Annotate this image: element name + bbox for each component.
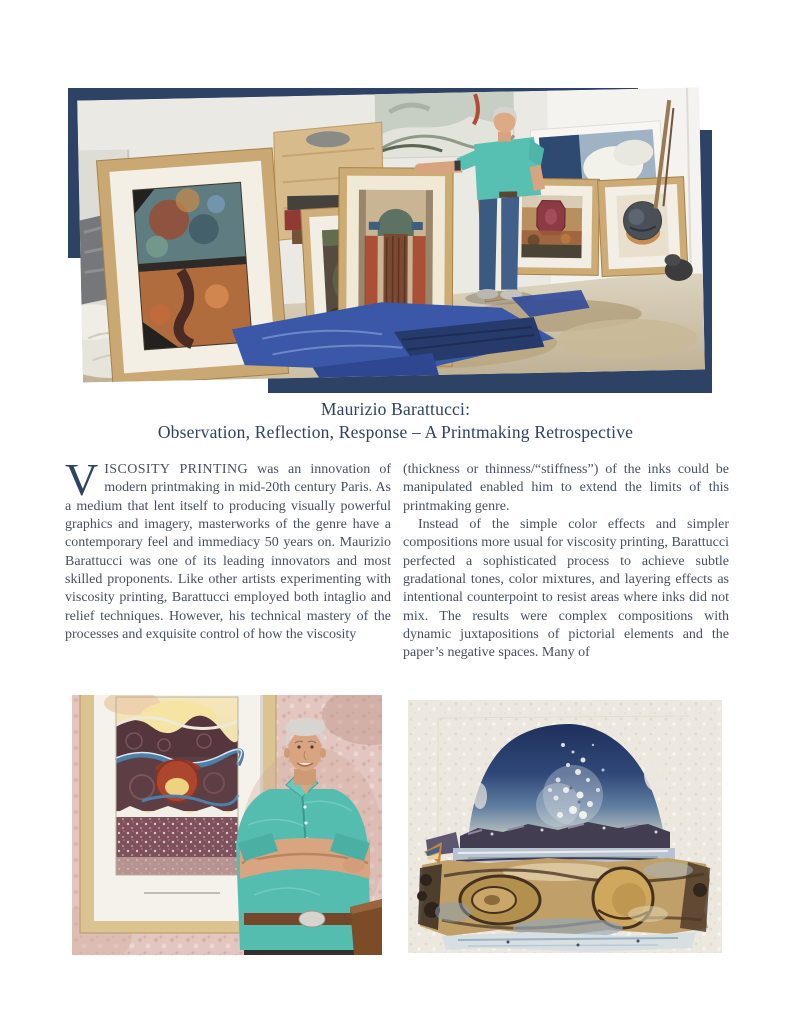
paragraph-lead: [65, 454, 392, 644]
lead-text: was an innovation of modern printmaking in mid-20th century Paris. As a medium that lent itself to producing visually powerful graphics and imagery, masterworks of the genre have a contemporary feel and immediacy 50 years on. Maurizio Barattucci was one of its leading innovators and most skilled proponents. Like other artists experimenting with viscosity printing, Barattucci employed both intaglio and relief techniques. However, his technical mastery of the processes and exquisite control of how the viscosity: [65, 462, 392, 643]
article-title-line2: Observation, Reflection, Response – A Printmaking Retrospective: [157, 421, 634, 442]
lead-caps: ISCOSITY PRINTING: [104, 462, 248, 477]
artwork-print-figure: [408, 700, 722, 953]
paragraph-continuation: (thickness or thinness/“stiffness”) of the inks could be manipulated enabled him to extend the limits of this printmaking genre.: [403, 462, 729, 514]
article-title-line1: Maurizio Barattucci:: [320, 399, 471, 419]
article-column-right: [403, 461, 729, 663]
artist-portrait-figure: [72, 695, 382, 955]
artist-portrait-photo: [72, 695, 382, 955]
artwork-print-photo: [408, 700, 722, 953]
drop-cap: V: [65, 454, 99, 505]
paragraph-second: Instead of the simple color effects and simpler compositions more usual for viscosity printing, Barattucci perfected a sophisticated process to achieve subtle gradational tones, color mixtures, and layering effects as intentional counterpoint to resist areas where inks did not mix. The results were complex compositions with dynamic juxtapositions of pictorial elements and the paper’s negative spaces. Many of: [403, 517, 729, 661]
studio-photo: [77, 88, 705, 383]
article-column-left: [65, 454, 392, 663]
wood-furniture: [350, 899, 382, 955]
print-image: [104, 695, 242, 875]
article-title: [0, 398, 791, 443]
article-body: [65, 454, 729, 663]
studio-photo-figure: [77, 88, 705, 383]
belt-buckle: [299, 911, 325, 927]
earth-band: [417, 858, 710, 938]
